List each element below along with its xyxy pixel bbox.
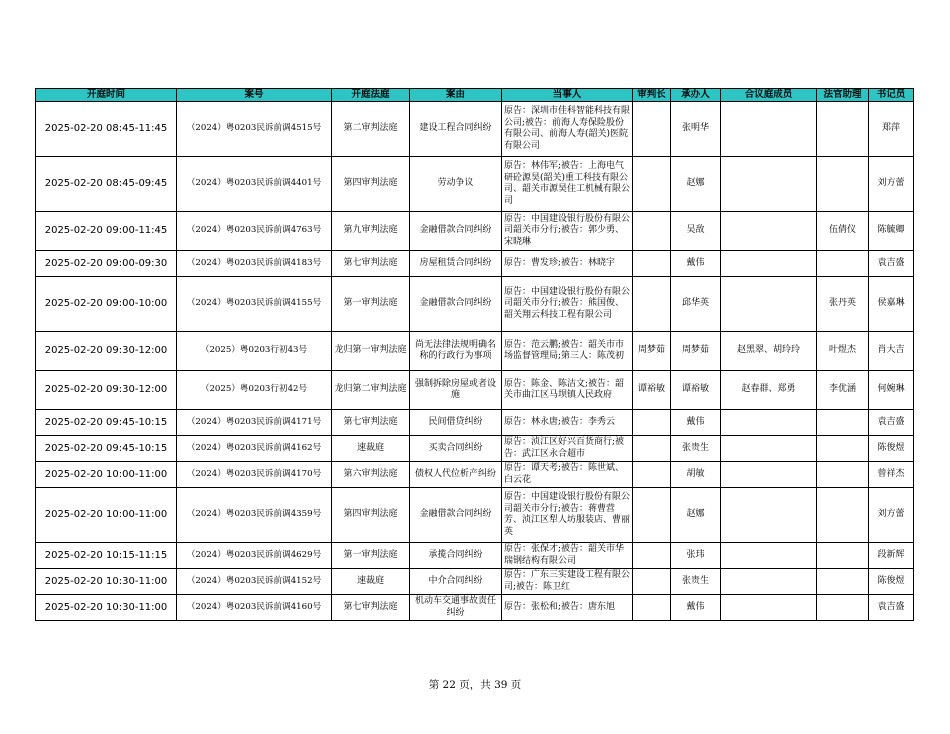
cell-cause: 强制拆除房屋或者设施 [410,371,502,410]
cell-case-no: （2024）粤0203民诉前调4160号 [177,595,332,621]
cell-case-no: （2024）粤0203民诉前调4170号 [177,462,332,488]
cell-court: 速裁庭 [332,436,410,462]
cell-case-no: （2024）粤0203民诉前调4171号 [177,410,332,436]
table-row [36,157,914,212]
cell-court: 第四审判法庭 [332,488,410,543]
table-row [36,595,914,621]
cell-handler: 张贵生 [671,569,721,595]
cell-assistant [817,462,869,488]
cell-clerk: 袁吉盛 [869,251,914,277]
cell-clerk: 陈毓卿 [869,212,914,251]
table-row [36,436,914,462]
cell-court: 第一审判法庭 [332,543,410,569]
cell-time: 2025-02-20 09:30-12:00 [36,332,177,371]
cell-parties: 原告：林永唐;被告：李秀云 [502,410,633,436]
cell-panel [721,543,817,569]
cell-handler: 张贵生 [671,436,721,462]
cell-time: 2025-02-20 08:45-11:45 [36,102,177,157]
col-header-time: 开庭时间 [36,89,177,102]
cell-assistant [817,569,869,595]
cell-court: 第七审判法庭 [332,595,410,621]
cell-court: 龙归第二审判法庭 [332,371,410,410]
cell-clerk: 陈俊煜 [869,436,914,462]
cell-court: 第九审判法庭 [332,212,410,251]
cell-handler: 赵娜 [671,488,721,543]
cell-chief-judge [633,212,671,251]
cell-cause: 建设工程合同纠纷 [410,102,502,157]
cell-cause: 债权人代位析产纠纷 [410,462,502,488]
cell-clerk: 袁吉盛 [869,595,914,621]
cell-time: 2025-02-20 10:30-11:00 [36,569,177,595]
cell-case-no: （2024）粤0203民诉前调4629号 [177,543,332,569]
cell-handler: 戴伟 [671,410,721,436]
cell-handler: 谭裕敏 [671,371,721,410]
cell-cause: 买卖合同纠纷 [410,436,502,462]
col-header-case-no: 案号 [177,89,332,102]
cell-handler: 吴敌 [671,212,721,251]
cell-court: 速裁庭 [332,569,410,595]
cell-time: 2025-02-20 09:30-12:00 [36,371,177,410]
cell-parties: 原告：深圳市佳科智能科技有限公司;被告：前海人寿保险股份有限公司、前海人寿(韶关)医院有限公司 [502,102,633,157]
cell-chief-judge [633,543,671,569]
cell-cause: 金融借款合同纠纷 [410,488,502,543]
cell-handler: 张玮 [671,543,721,569]
cell-clerk: 郑萍 [869,102,914,157]
col-header-chief-judge: 审判长 [633,89,671,102]
cell-case-no: （2025）粤0203行初42号 [177,371,332,410]
cell-chief-judge [633,569,671,595]
table-row [36,410,914,436]
hearing-schedule-table [35,88,914,621]
cell-panel [721,277,817,332]
table-row [36,543,914,569]
cell-chief-judge [633,410,671,436]
cell-clerk: 袁吉盛 [869,410,914,436]
table-row [36,102,914,157]
cell-time: 2025-02-20 10:00-11:00 [36,462,177,488]
cell-assistant: 叶煜杰 [817,332,869,371]
cell-chief-judge: 谭裕敏 [633,371,671,410]
cell-clerk: 刘方蕾 [869,488,914,543]
cell-assistant [817,157,869,212]
cell-chief-judge [633,462,671,488]
cell-parties: 原告：谭天考;被告：陈世斌、白云花 [502,462,633,488]
cell-time: 2025-02-20 09:00-09:30 [36,251,177,277]
cell-time: 2025-02-20 09:00-11:45 [36,212,177,251]
cell-cause: 劳动争议 [410,157,502,212]
table-row [36,277,914,332]
cell-cause: 金融借款合同纠纷 [410,212,502,251]
cell-cause: 中介合同纠纷 [410,569,502,595]
cell-chief-judge [633,488,671,543]
cell-parties: 原告：中国建设银行股份有限公司韶关市分行;被告：蒋曹营芳、浈江区犁人坊服装店、曹丽英 [502,488,633,543]
cell-clerk: 段新辉 [869,543,914,569]
cell-parties: 原告：张保才;被告：韶关市华瑞钢结构有限公司 [502,543,633,569]
cell-panel [721,595,817,621]
cell-clerk: 肖大吉 [869,332,914,371]
cell-court: 第六审判法庭 [332,462,410,488]
cell-parties: 原告：广东三实建设工程有限公司;被告：陈卫红 [502,569,633,595]
cell-court: 第七审判法庭 [332,251,410,277]
cell-chief-judge [633,102,671,157]
cell-parties: 原告：浈江区好兴百货商行;被告：武江区永合超市 [502,436,633,462]
col-header-handler: 承办人 [671,89,721,102]
cell-panel [721,410,817,436]
page-number: 第 22 页，共 39 页 [428,679,522,691]
table-row [36,488,914,543]
cell-handler: 张明华 [671,102,721,157]
cell-parties: 原告：林伟军;被告：上海电气研砼源昊(韶关)重工科技有限公司、韶关市源昊住工机械有限公司 [502,157,633,212]
cell-parties: 原告：中国建设银行股份有限公司韶关市分行;被告：郭少勇、宋晓琳 [502,212,633,251]
col-header-cause: 案由 [410,89,502,102]
cell-court: 第一审判法庭 [332,277,410,332]
cell-case-no: （2024）粤0203民诉前调4155号 [177,277,332,332]
cell-assistant [817,543,869,569]
cell-handler: 赵娜 [671,157,721,212]
cell-panel [721,251,817,277]
cell-case-no: （2024）粤0203民诉前调4162号 [177,436,332,462]
header-row [36,89,914,102]
cell-cause: 尚无法律法规明确名称的行政行为事项 [410,332,502,371]
cell-court: 龙归第一审判法庭 [332,332,410,371]
cell-case-no: （2024）粤0203民诉前调4763号 [177,212,332,251]
cell-time: 2025-02-20 10:15-11:15 [36,543,177,569]
cell-assistant [817,595,869,621]
cell-clerk: 陈俊煜 [869,569,914,595]
table-row [36,251,914,277]
cell-assistant [817,251,869,277]
cell-chief-judge [633,436,671,462]
cell-time: 2025-02-20 10:00-11:00 [36,488,177,543]
cell-panel [721,102,817,157]
cell-clerk: 曾祥杰 [869,462,914,488]
table-row [36,371,914,410]
cell-panel [721,488,817,543]
cell-panel: 赵春群、郑勇 [721,371,817,410]
cell-cause: 民间借贷纠纷 [410,410,502,436]
cell-cause: 机动车交通事故责任纠纷 [410,595,502,621]
cell-assistant: 伍倩仪 [817,212,869,251]
cell-case-no: （2024）粤0203民诉前调4359号 [177,488,332,543]
cell-parties: 原告：张松和;被告：唐东旭 [502,595,633,621]
cell-clerk: 何婉琳 [869,371,914,410]
cell-panel [721,462,817,488]
cell-assistant: 李优涵 [817,371,869,410]
col-header-parties: 当事人 [502,89,633,102]
cell-handler: 周梦茹 [671,332,721,371]
cell-handler: 戴伟 [671,251,721,277]
cell-chief-judge [633,251,671,277]
cell-assistant [817,488,869,543]
cell-assistant [817,102,869,157]
cell-court: 第七审判法庭 [332,410,410,436]
cell-case-no: （2024）粤0203民诉前调4152号 [177,569,332,595]
table-row [36,332,914,371]
cell-time: 2025-02-20 08:45-09:45 [36,157,177,212]
cell-clerk: 侯嘉琳 [869,277,914,332]
table-row [36,462,914,488]
cell-panel [721,212,817,251]
cell-cause: 金融借款合同纠纷 [410,277,502,332]
cell-time: 2025-02-20 10:30-11:00 [36,595,177,621]
cell-panel [721,157,817,212]
cell-parties: 原告：范云鹏;被告：韶关市市场监督管理局;第三人：陈茂初 [502,332,633,371]
cell-chief-judge: 周梦茹 [633,332,671,371]
table-row [36,569,914,595]
cell-parties: 原告：中国建设银行股份有限公司韶关市分行;被告：熊国俊、韶关翔云科技工程有限公司 [502,277,633,332]
cell-handler: 邱华英 [671,277,721,332]
cell-court: 第四审判法庭 [332,157,410,212]
cell-cause: 承揽合同纠纷 [410,543,502,569]
cell-handler: 戴伟 [671,595,721,621]
col-header-clerk: 书记员 [869,89,914,102]
cell-panel [721,569,817,595]
cell-court: 第二审判法庭 [332,102,410,157]
cell-chief-judge [633,595,671,621]
cell-chief-judge [633,157,671,212]
col-header-panel: 合议庭成员 [721,89,817,102]
cell-case-no: （2024）粤0203民诉前调4515号 [177,102,332,157]
cell-case-no: （2024）粤0203民诉前调4183号 [177,251,332,277]
cell-handler: 胡敏 [671,462,721,488]
cell-assistant: 张丹英 [817,277,869,332]
col-header-court: 开庭法庭 [332,89,410,102]
cell-time: 2025-02-20 09:00-10:00 [36,277,177,332]
cell-assistant [817,410,869,436]
cell-assistant [817,436,869,462]
cell-panel: 赵黑翠、胡玲玲 [721,332,817,371]
cell-case-no: （2025）粤0203行初43号 [177,332,332,371]
table-row [36,212,914,251]
col-header-assistant: 法官助理 [817,89,869,102]
cell-clerk: 刘方蕾 [869,157,914,212]
cell-chief-judge [633,277,671,332]
cell-case-no: （2024）粤0203民诉前调4401号 [177,157,332,212]
cell-time: 2025-02-20 09:45-10:15 [36,410,177,436]
cell-cause: 房屋租赁合同纠纷 [410,251,502,277]
cell-panel [721,436,817,462]
cell-time: 2025-02-20 09:45-10:15 [36,436,177,462]
cell-parties: 原告：曹发珍;被告：林晓宇 [502,251,633,277]
cell-parties: 原告：陈金、陈洁文;被告：韶关市曲江区马坝镇人民政府 [502,371,633,410]
